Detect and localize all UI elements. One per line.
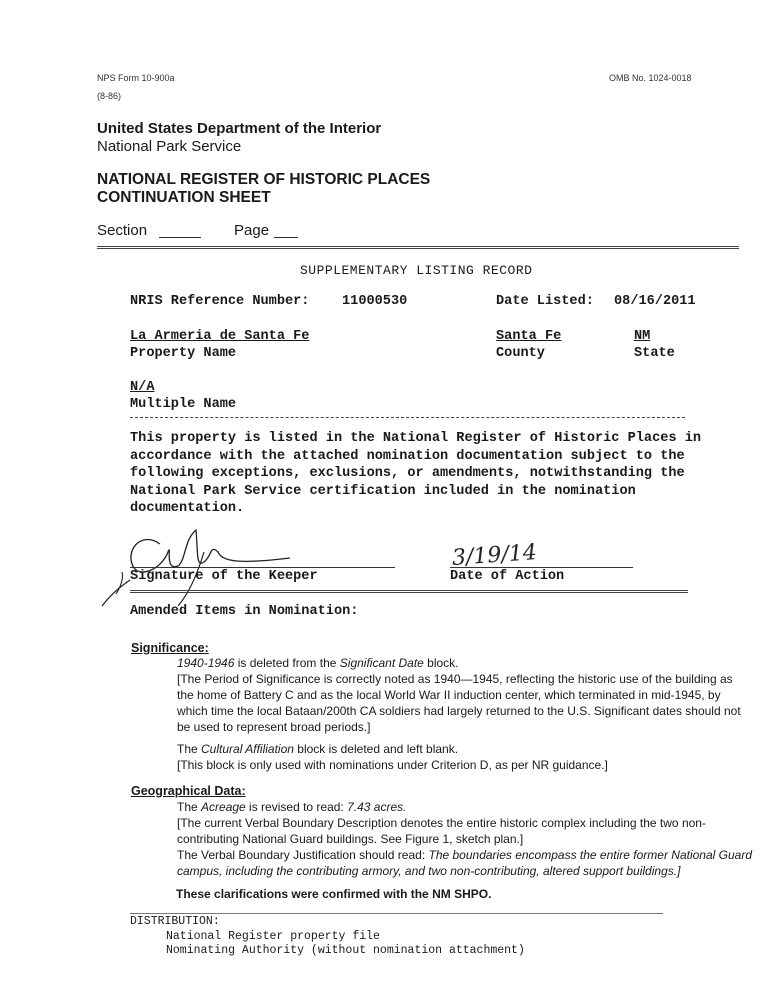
significance-explanation-2: [This block is only used with nominations under Criterion D, as per NR guidance.] bbox=[177, 758, 608, 772]
service-name: National Park Service bbox=[97, 138, 242, 155]
geographical-line1-mid: is revised to read: bbox=[245, 800, 348, 814]
property-name-label: Property Name bbox=[130, 346, 237, 361]
section-blank bbox=[159, 237, 201, 238]
acreage-text: Acreage bbox=[201, 800, 246, 814]
amended-heading: Amended Items in Nomination: bbox=[130, 604, 359, 619]
geographical-heading: Geographical Data: bbox=[131, 784, 246, 798]
header-divider bbox=[97, 246, 739, 249]
state-value: NM bbox=[634, 329, 651, 344]
department-name: United States Department of the Interior bbox=[97, 120, 382, 137]
page-blank bbox=[274, 237, 298, 238]
significance-line1-tail: block. bbox=[423, 656, 459, 670]
record-heading: SUPPLEMENTARY LISTING RECORD bbox=[300, 263, 533, 278]
boundary-justification-text: The Verbal Boundary Justification should read: bbox=[177, 848, 429, 862]
significance-line2-text: The bbox=[177, 742, 202, 756]
record-divider bbox=[130, 417, 685, 418]
significance-block-name: Significant Date bbox=[339, 656, 424, 670]
date-listed-value: 08/16/2011 bbox=[614, 294, 696, 309]
keeper-signature-icon bbox=[100, 522, 320, 610]
significance-line1-text: is deleted from the bbox=[234, 656, 340, 670]
boundary-justification-value: The boundaries encompass the entire former National Guard campus, including the contributing armory, and two non-contributing, altered support buildings.] bbox=[177, 848, 752, 878]
date-action-label: Date of Action bbox=[450, 569, 565, 584]
distribution-divider bbox=[130, 913, 663, 914]
geographical-line1-text: The bbox=[177, 800, 202, 814]
date-action-line bbox=[450, 567, 633, 568]
county-value: Santa Fe bbox=[496, 329, 562, 344]
date-listed-label: Date Listed: bbox=[496, 294, 594, 309]
significance-date-text: 1940-1946 bbox=[177, 656, 235, 670]
state-label: State bbox=[634, 346, 675, 361]
signature-label: Signature of the Keeper bbox=[130, 569, 318, 584]
section-label: Section bbox=[97, 222, 148, 239]
geographical-line1 bbox=[177, 799, 747, 815]
geographical-explanation: [The current Verbal Boundary Description denotes the entire historic complex including the two non-contributing National Guard buildings. See Figure 1, sketch plan.] bbox=[177, 816, 706, 846]
distribution-item: Nominating Authority (without nomination attachment) bbox=[166, 944, 525, 957]
distribution-heading: DISTRIBUTION: bbox=[130, 915, 220, 928]
form-date: (8-86) bbox=[97, 91, 122, 101]
page-label: Page bbox=[234, 222, 270, 239]
multiple-name-label: Multiple Name bbox=[130, 397, 237, 412]
distribution-item: National Register property file bbox=[166, 930, 380, 943]
county-label: County bbox=[496, 346, 545, 361]
signature-line bbox=[130, 567, 395, 568]
omb-number: OMB No. 1024-0018 bbox=[609, 73, 692, 83]
acreage-value: 7.43 acres. bbox=[347, 800, 407, 814]
nris-value: 11000530 bbox=[342, 294, 408, 309]
listing-statement: This property is listed in the National Register of Historic Places in accordance with the attached nomination documentation subject to the following exceptions, exclusions, or amendments, notwithstanding the National Park Service certification included in the nomination documentation. bbox=[130, 431, 702, 516]
nris-label: NRIS Reference Number: bbox=[130, 294, 310, 309]
significance-heading: Significance: bbox=[131, 641, 209, 655]
significance-line1 bbox=[177, 655, 747, 671]
significance-line2 bbox=[177, 741, 747, 757]
form-number: NPS Form 10-900a bbox=[97, 73, 175, 83]
significance-explanation: [The Period of Significance is correctly noted as 1940—1945, reflecting the historic use of the building as the home of Battery C and as the local World War II induction center, which terminated in mid-1945, by which time the local Bataan/200th CA soldiers had largely returned to the U.S. Significant dates should not be used to represent broad periods.] bbox=[177, 672, 741, 734]
geographical-line2 bbox=[177, 847, 752, 879]
sheet-subtitle: CONTINUATION SHEET bbox=[97, 189, 271, 206]
signature-divider bbox=[130, 590, 688, 593]
significance-line2-tail: block is deleted and left blank. bbox=[293, 742, 459, 756]
cultural-affiliation-text: Cultural Affiliation bbox=[201, 742, 294, 756]
confirmation-note: These clarifications were confirmed with the NM SHPO. bbox=[176, 887, 492, 901]
date-of-action-handwritten: 3/19/14 bbox=[451, 540, 538, 571]
property-name: La Armeria de Santa Fe bbox=[130, 329, 310, 344]
sheet-title: NATIONAL REGISTER OF HISTORIC PLACES bbox=[97, 171, 431, 188]
multiple-name: N/A bbox=[130, 380, 155, 395]
